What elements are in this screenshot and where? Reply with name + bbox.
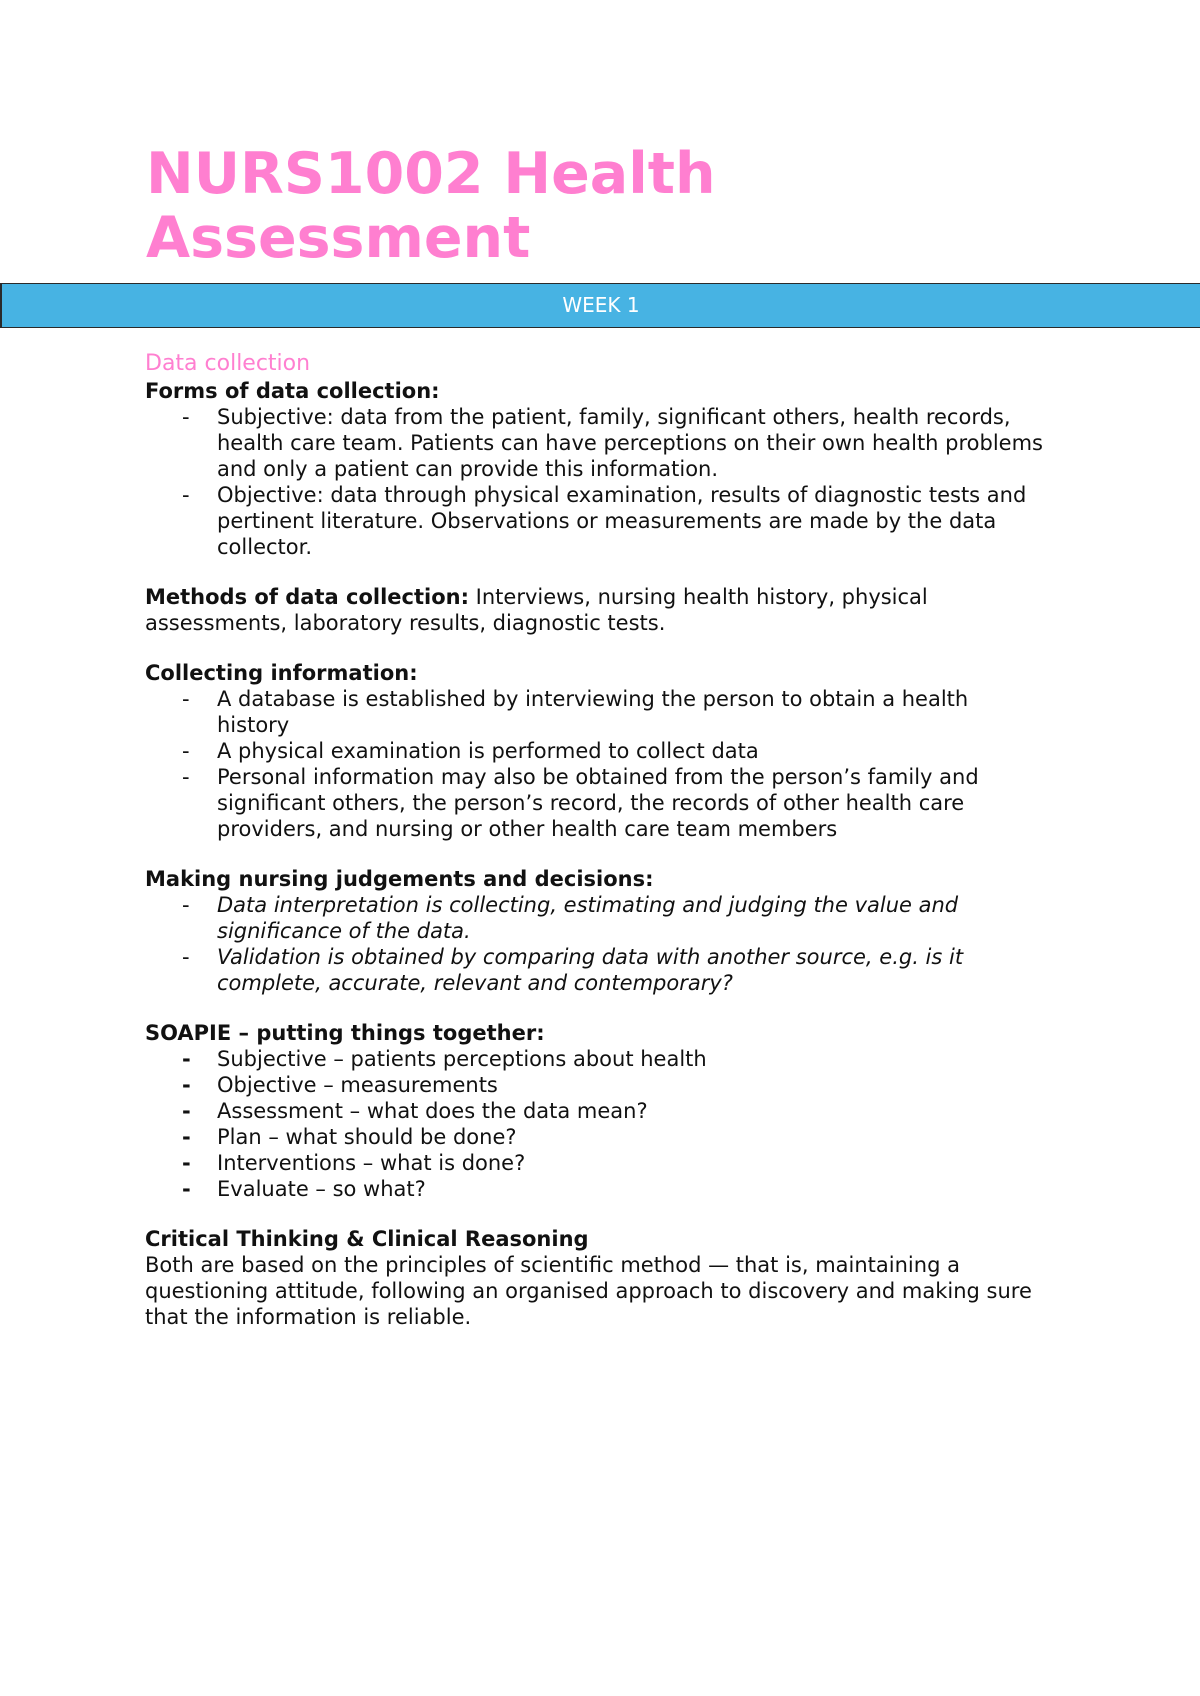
dash-bullet: - [182,1125,191,1149]
dash-bullet: - [182,1099,191,1123]
list-item-text: Objective: data through physical examination, results of diagnostic tests and pertinent literature. Observations or measurements are made by the data collector. [217,483,1027,559]
list-item [145,1046,1045,1072]
critical-thinking-text: Both are based on the principles of scientific method — that is, maintaining a questioning attitude, following an organised approach to discovery and making sure that the information is reliable. [145,1253,1032,1329]
soapie-letter: A [217,1099,232,1123]
soapie-text: valuate – so what? [230,1177,426,1201]
soapie-heading: SOAPIE – putting things together: [145,1021,545,1045]
list-item [145,738,1045,764]
collecting-heading: Collecting information: [145,661,418,685]
critical-thinking-heading: Critical Thinking & Clinical Reasoning [145,1227,589,1251]
soapie-text: nterventions – what is done? [223,1151,526,1175]
dash-bullet: - [182,1177,191,1201]
document-title-line-2: Assessment [146,205,531,271]
list-item-text: Validation is obtained by comparing data with another source, e.g. is it complete, accurate, relevant and contemporary? [217,945,964,995]
judgements-list [145,892,1045,996]
dash-bullet: - [182,893,190,917]
soapie-text: ssessment – what does the data mean? [231,1099,648,1123]
list-item-text: A physical examination is performed to collect data [217,739,759,763]
soapie-letter: I [217,1151,224,1175]
soapie-text: bjective – measurements [233,1073,498,1097]
forms-heading: Forms of data collection: [145,379,440,403]
section-heading-data-collection: Data collection [145,351,311,376]
methods-text: Interviews, nursing health history, physical assessments, laboratory results, diagnostic tests. [145,585,928,635]
dash-bullet: - [182,483,190,507]
soapie-letter: E [217,1177,231,1201]
dash-bullet: - [182,765,190,789]
dash-bullet: - [182,687,190,711]
list-item-text: Data interpretation is collecting, estimating and judging the value and significance of the data. [217,893,959,943]
list-item [145,404,1045,482]
soapie-list [145,1046,1045,1202]
collecting-list [145,686,1045,842]
list-item [145,1072,1045,1098]
list-item [145,764,1045,842]
list-item [145,1124,1045,1150]
dash-bullet: - [182,405,190,429]
methods-heading: Methods of data collection: [145,585,469,609]
list-item [145,686,1045,738]
dash-bullet: - [182,1047,191,1071]
list-item [145,482,1045,560]
methods-paragraph [145,584,1045,636]
notes-body [145,350,1045,1330]
soapie-letter: O [217,1073,234,1097]
forms-list [145,404,1045,560]
list-item-text: Personal information may also be obtained from the person’s family and significant others, the person’s record, the records of other health care providers, and nursing or other health care team members [217,765,979,841]
list-item [145,944,1045,996]
list-item-text: A database is established by interviewing the person to obtain a health history [217,687,969,737]
document-title-line-1: NURS1002 Health [146,141,716,207]
dash-bullet: - [182,945,190,969]
soapie-letter: S [217,1047,231,1071]
list-item-text: Subjective: data from the patient, family, significant others, health records, health care team. Patients can have perceptions on their own health problems and only a patient can provide this information. [217,405,1043,481]
list-item [145,1098,1045,1124]
week-banner: WEEK 1 [0,283,1200,328]
judgements-heading: Making nursing judgements and decisions: [145,867,654,891]
soapie-text: lan – what should be done? [229,1125,517,1149]
soapie-letter: P [217,1125,230,1149]
dash-bullet: - [182,1073,191,1097]
list-item [145,1176,1045,1202]
dash-bullet: - [182,1151,191,1175]
list-item [145,1150,1045,1176]
document-title [146,142,716,270]
soapie-text: ubjective – patients perceptions about health [230,1047,707,1071]
dash-bullet: - [182,739,190,763]
list-item [145,892,1045,944]
